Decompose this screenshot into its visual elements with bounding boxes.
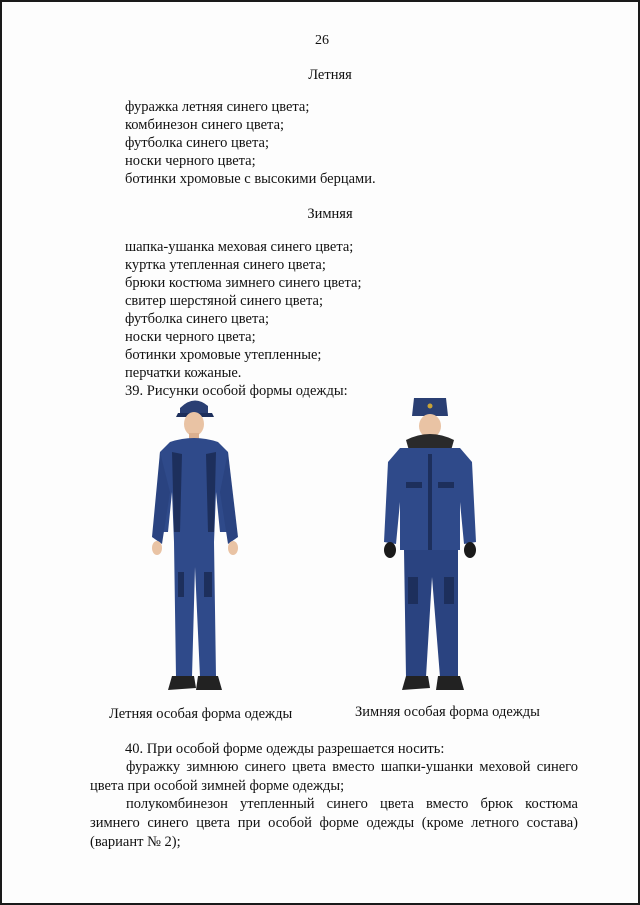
list-item: футболка синего цвета; bbox=[125, 311, 269, 327]
section-40-intro: 40. При особой форме одежды разрешается носить: bbox=[125, 741, 445, 757]
winter-uniform-illustration bbox=[380, 392, 500, 698]
list-item: ботинки хромовые утепленные; bbox=[125, 347, 322, 363]
section-40-paragraph-2: полукомбинезон утепленный синего цвета вместо брюк костюма зимнего синего цвета при особой форме одежды (кроме летного состава) (вариант № 2); bbox=[90, 796, 578, 850]
summer-uniform-illustration bbox=[142, 392, 262, 698]
list-item: комбинезон синего цвета; bbox=[125, 117, 285, 133]
section-39-title: 39. Рисунки особой формы одежды: bbox=[125, 383, 348, 399]
list-item: носки черного цвета; bbox=[125, 329, 256, 345]
page-number: 26 bbox=[315, 33, 329, 48]
winter-heading: Зимняя bbox=[307, 206, 353, 222]
list-item: свитер шерстяной синего цвета; bbox=[125, 293, 323, 309]
section-40-paragraph-1: фуражку зимнюю синего цвета вместо шапки-ушанки меховой синего цвета при особой зимней форме одежды; bbox=[90, 759, 578, 794]
list-item: ботинки хромовые с высокими берцами. bbox=[125, 171, 376, 187]
summer-list bbox=[125, 98, 376, 188]
list-item: перчатки кожаные. bbox=[125, 365, 242, 381]
list-item: фуражка летняя синего цвета; bbox=[125, 99, 310, 115]
list-item: футболка синего цвета; bbox=[125, 135, 269, 151]
summer-heading: Летняя bbox=[308, 67, 352, 83]
list-item: шапка-ушанка меховая синего цвета; bbox=[125, 239, 354, 255]
list-item: носки черного цвета; bbox=[125, 153, 256, 169]
winter-caption: Зимняя особая форма одежды bbox=[355, 704, 540, 720]
winter-list bbox=[125, 238, 361, 382]
list-item: брюки костюма зимнего синего цвета; bbox=[125, 275, 362, 291]
summer-caption: Летняя особая форма одежды bbox=[109, 706, 293, 722]
list-item: куртка утепленная синего цвета; bbox=[125, 257, 326, 273]
